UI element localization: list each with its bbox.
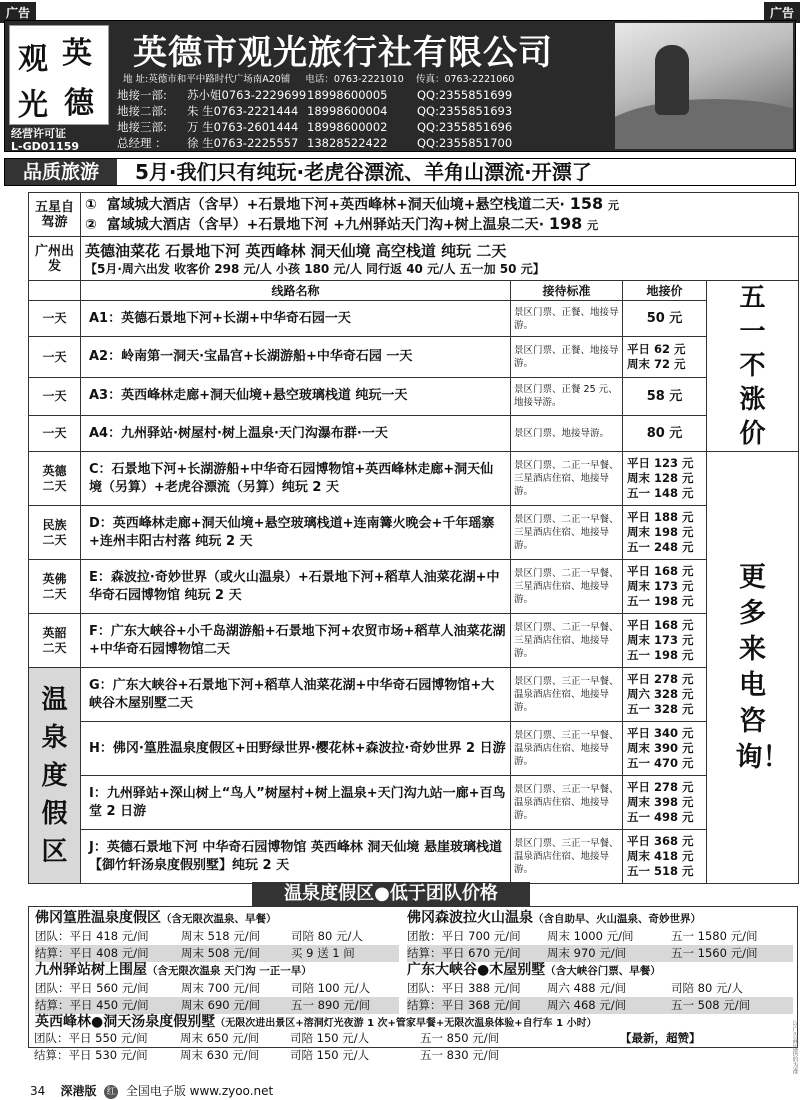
route-category: 英佛二天 — [29, 560, 81, 614]
route-standard: 景区门票、正餐、地接导游。 — [511, 337, 623, 378]
package-text: 富域城大酒店（含早）+石景地下河 +九州驿站天门沟+树上温泉二天 — [106, 216, 539, 233]
photo-person — [655, 45, 689, 115]
branch-mobile: 18998600002 — [307, 120, 388, 134]
route-standard: 景区门票、正餐 25 元、地接导游。 — [511, 377, 623, 415]
company-logo — [9, 25, 109, 125]
logo-char-4: 德 — [64, 86, 94, 121]
edition-badge: 红 — [104, 1085, 118, 1099]
guangzhou-price-note: 【5月·周六出发 收客价 298 元/人 小孩 180 元/人 同行返 40 元/人 五一加 50 元】 — [85, 261, 545, 276]
company-header — [4, 20, 796, 152]
hotspring-item — [35, 961, 399, 1014]
package-price: 198 — [548, 213, 583, 233]
branch-mobile: 18998600005 — [307, 88, 388, 102]
table-header-row — [29, 281, 799, 301]
guangzhou-row — [29, 237, 799, 281]
hotspring-section-title: 温泉度假区●低于团队价格 — [252, 882, 530, 906]
price-row-settle: 结算：平日 408 元/间 周末 508 元/间 买 9 送 1 间 — [35, 945, 399, 962]
no-increase-label: 五一不涨价 — [707, 281, 799, 452]
branch-mobile: 18998600004 — [307, 104, 388, 118]
branch-label: 地接三部: — [117, 120, 167, 134]
branch-qq: QQ:2355851693 — [417, 104, 513, 118]
route-name: C：石景地下河+长湖游船+中华奇石园博物馆+英西峰林走廊+洞天仙境（另算）+老虎谷漂流（另算）纯玩 2 天 — [81, 452, 511, 506]
branch-qq: QQ:2355851699 — [417, 88, 513, 102]
route-price: 平日 168 元 周末 173 元 五一 198 元 — [623, 614, 707, 668]
price-row-group: 团队：平日 560 元/间 周末 700 元/间 司陪 100 元/人 — [35, 981, 371, 995]
hotspring-item-title: 英西峰林●洞天汤泉度假别墅（无限次进出景区+溶洞灯光夜游 1 次+管家早餐+无限次温泉体验+自行车 1 小时） — [35, 1014, 597, 1030]
package-item: ② 富域城大酒店（含早）+石景地下河 +九州驿站天门沟+树上温泉二天· 198 元 — [85, 213, 599, 233]
route-standard: 景区门票、三正一早餐、温泉酒店住宿、地接导游。 — [511, 668, 623, 722]
price-row-settle: 结算：平日 530 元/间 周末 630 元/间 司陪 150 元/人 五一 830 元/间 — [34, 1048, 500, 1062]
route-category: 英德二天 — [29, 452, 81, 506]
route-price: 平日 62 元 周末 72 元 — [623, 337, 707, 378]
price-row-settle: 结算：平日 450 元/间 周末 690 元/间 五一 890 元/间 — [35, 997, 399, 1014]
route-price: 80 元 — [623, 416, 707, 452]
hotspring-item-title: 佛冈森波拉火山温泉（含自助早、火山温泉、奇妙世界） — [407, 910, 701, 926]
route-category: 英韶二天 — [29, 614, 81, 668]
table-row — [29, 830, 799, 884]
photo-hill — [615, 99, 793, 149]
logo-char-3: 光 — [18, 88, 48, 123]
branch-row — [117, 87, 577, 103]
price-row-settle: 结算：平日 670 元/间 周末 970 元/间 五一 1560 元/间 — [407, 945, 793, 962]
package-number: ② — [85, 216, 97, 233]
header-route: 线路名称 — [81, 281, 511, 301]
five-star-label: 五星自驾游 — [29, 193, 81, 237]
branch-contact: 朱 生0763-2221444 — [187, 104, 299, 118]
edition-label: 深港版 — [60, 1084, 97, 1098]
table-row — [29, 506, 799, 560]
consult-label: 更多来电咨询！ — [707, 452, 799, 884]
branch-label: 总经理 ： — [117, 136, 167, 150]
branch-mobile: 13828522422 — [307, 136, 388, 150]
phone: 电话：0763-2221010 — [305, 74, 404, 85]
route-name: A3：英西峰林走廊+洞天仙境+悬空玻璃栈道 纯玩一天 — [81, 377, 511, 415]
route-standard: 景区门票、正餐、地接导游。 — [511, 301, 623, 337]
route-name: F：广东大峡谷+小千岛湖游船+石景地下河+农贸市场+稻草人油菜花湖+中华奇石园博物馆二天 — [81, 614, 511, 668]
route-standard: 景区门票、三正一早餐、温泉酒店住宿、地接导游。 — [511, 830, 623, 884]
price-row-group: 团队：平日 550 元/间 周末 650 元/间 司陪 150 元/人 五一 850 元/间 【最新，超赞】 — [34, 1031, 701, 1045]
route-price: 平日 278 元 周末 398 元 五一 498 元 — [623, 776, 707, 830]
price-row-group: 团队：平日 418 元/间 周末 518 元/间 司陪 80 元/人 — [35, 929, 363, 943]
package-number: ① — [85, 196, 97, 213]
hotspring-item-title: 佛冈篁胜温泉度假区（含无限次温泉、早餐） — [35, 910, 277, 926]
hotspring-item — [407, 961, 793, 1014]
branch-contact: 苏小姐0763-2229699 — [187, 88, 307, 102]
price-row-group: 团队：平日 388 元/间 周六 488 元/间 司陪 80 元/人 — [407, 981, 743, 995]
hotspring-prices — [28, 906, 798, 1048]
hotspring-item-title: 广东大峡谷●木屋别墅（含大峡谷门票、早餐） — [407, 962, 661, 978]
route-name: A4：九州驿站·树屋村·树上温泉·天门沟瀑布群·一天 — [81, 416, 511, 452]
route-name: J：英德石景地下河 中华奇石园博物馆 英西峰林 洞天仙境 悬崖玻璃栈道 【御竹轩汤泉度假别墅】纯玩 2 天 — [81, 830, 511, 884]
page-footer — [30, 1082, 273, 1099]
route-standard: 景区门票、二正一早餐、三星酒店住宿、地接导游。 — [511, 506, 623, 560]
fax: 传真：0763-2221060 — [415, 74, 515, 85]
table-row — [29, 668, 799, 722]
table-row — [29, 337, 799, 378]
table-row — [29, 452, 799, 506]
route-name: A1：英德石景地下河+长湖+中华奇石园一天 — [81, 301, 511, 337]
route-standard: 景区门票、三正一早餐、温泉酒店住宿、地接导游。 — [511, 722, 623, 776]
branch-contact: 万 生0763-2601444 — [187, 120, 299, 134]
route-category: 民族二天 — [29, 506, 81, 560]
scenery-photo — [615, 23, 793, 149]
website[interactable]: 全国电子版 www.zyoo.net — [125, 1084, 274, 1098]
table-row — [29, 416, 799, 452]
route-standard: 景区门票、三正一早餐、温泉酒店住宿、地接导游。 — [511, 776, 623, 830]
branch-row — [117, 103, 577, 119]
price-row-settle: 结算：平日 368 元/间 周六 468 元/间 五一 508 元/间 — [407, 997, 793, 1014]
banner-headline: 5月·我们只有纯玩·老虎谷漂流、羊角山漂流·开漂了 — [135, 160, 592, 184]
route-name: G：广东大峡谷+石景地下河+稻草人油菜花湖+中华奇石园博物馆+大峡谷木屋别墅二天 — [81, 668, 511, 722]
promo-banner — [4, 158, 796, 186]
package-unit: 元 — [587, 218, 599, 232]
header-standard: 接待标准 — [511, 281, 623, 301]
table-row — [29, 301, 799, 337]
hotspring-item — [35, 909, 399, 962]
branch-qq: QQ:2355851700 — [417, 136, 513, 150]
guangzhou-package — [81, 237, 799, 281]
route-category: 一天 — [29, 301, 81, 337]
table-row — [29, 560, 799, 614]
branch-row — [117, 119, 577, 135]
banner-label: 品质旅游 — [5, 159, 117, 185]
package-unit: 元 — [608, 198, 620, 212]
side-disclaimer: 以广告商提供的为准 — [791, 1020, 798, 1074]
route-standard: 景区门票、地接导游。 — [511, 416, 623, 452]
package-price: 158 — [569, 193, 604, 213]
ad-label-right: 广告 — [764, 2, 800, 23]
route-category: 一天 — [29, 337, 81, 378]
route-price: 平日 368 元 周末 418 元 五一 518 元 — [623, 830, 707, 884]
header-empty — [29, 281, 81, 301]
hotspring-item — [407, 909, 793, 962]
branch-label: 地接二部: — [117, 104, 167, 118]
five-star-packages — [81, 193, 799, 237]
hotspring-item-title: 九州驿站树上围屋（含无限次温泉 天门沟 一正一早） — [35, 962, 312, 978]
route-name: E：森波拉·奇妙世界（或火山温泉）+石景地下河+稻草人油菜花湖+中华奇石园博物馆 纯玩 2 天 — [81, 560, 511, 614]
route-category: 一天 — [29, 377, 81, 415]
license-label: 经营许可证 — [11, 127, 66, 140]
route-standard: 景区门票、二正一早餐、三星酒店住宿、地接导游。 — [511, 560, 623, 614]
price-row-group: 团散：平日 700 元/间 周末 1000 元/间 五一 1580 元/间 — [407, 929, 758, 943]
table-row — [29, 614, 799, 668]
header-price: 地接价 — [623, 281, 707, 301]
hotspring-last-rows — [34, 1030, 794, 1064]
route-category: 一天 — [29, 416, 81, 452]
package-item: ① 富域城大酒店（含早）+石景地下河+英西峰林+洞天仙境+悬空栈道二天· 158 元 — [85, 193, 620, 213]
hotspring-label: 温泉度假区 — [29, 668, 81, 884]
route-standard: 景区门票、二正一早餐、三星酒店住宿、地接导游。 — [511, 452, 623, 506]
branch-label: 地接一部: — [117, 88, 167, 102]
route-price: 平日 278 元 周六 328 元 五一 328 元 — [623, 668, 707, 722]
route-price: 58 元 — [623, 377, 707, 415]
branch-contact: 徐 生0763-2225557 — [187, 136, 299, 150]
route-price: 平日 340 元 周末 390 元 五一 470 元 — [623, 722, 707, 776]
address: 地 址:英德市和平中路时代广场南A20铺 — [123, 74, 291, 85]
page-number: 34 — [30, 1084, 46, 1098]
branch-qq: QQ:2355851696 — [417, 120, 513, 134]
route-price: 平日 188 元 周末 198 元 五一 248 元 — [623, 506, 707, 560]
five-star-row — [29, 193, 799, 237]
table-row — [29, 776, 799, 830]
business-license — [11, 127, 79, 153]
table-row — [29, 722, 799, 776]
tour-price-table — [28, 192, 799, 884]
contact-line — [123, 71, 514, 85]
route-name: A2：岭南第一洞天·宝晶宫+长湖游船+中华奇石园 一天 — [81, 337, 511, 378]
guangzhou-label: 广州出发 — [29, 237, 81, 281]
latest-tag: 【最新，超赞】 — [620, 1031, 701, 1045]
guangzhou-route: 英德油菜花 石景地下河 英西峰林 洞天仙境 高空栈道 纯玩 二天 — [85, 241, 507, 260]
branch-row — [117, 135, 577, 151]
route-name: H：佛冈·篁胜温泉度假区+田野绿世界·樱花林+森波拉·奇妙世界 2 日游 — [81, 722, 511, 776]
ad-label-left: 广告 — [0, 2, 36, 23]
table-row — [29, 377, 799, 415]
route-price: 平日 168 元 周末 173 元 五一 198 元 — [623, 560, 707, 614]
package-text: 富域城大酒店（含早）+石景地下河+英西峰林+洞天仙境+悬空栈道二天 — [106, 196, 560, 213]
company-name: 英德市观光旅行社有限公司 — [133, 33, 553, 73]
logo-char-1: 观 — [18, 42, 48, 77]
route-name: I：九州驿站+深山树上“鸟人”树屋村+树上温泉+天门沟九站一廊+百鸟堂 2 日游 — [81, 776, 511, 830]
logo-char-2: 英 — [62, 36, 92, 71]
license-number: L-GD01159 — [11, 140, 80, 153]
route-price: 50 元 — [623, 301, 707, 337]
route-name: D：英西峰林走廊+洞天仙境+悬空玻璃栈道+连南篝火晚会+千年瑶寨+连州丰阳古村落 纯玩 2 天 — [81, 506, 511, 560]
route-standard: 景区门票、二正一早餐、三星酒店住宿、地接导游。 — [511, 614, 623, 668]
route-price: 平日 123 元 周末 128 元 五一 148 元 — [623, 452, 707, 506]
